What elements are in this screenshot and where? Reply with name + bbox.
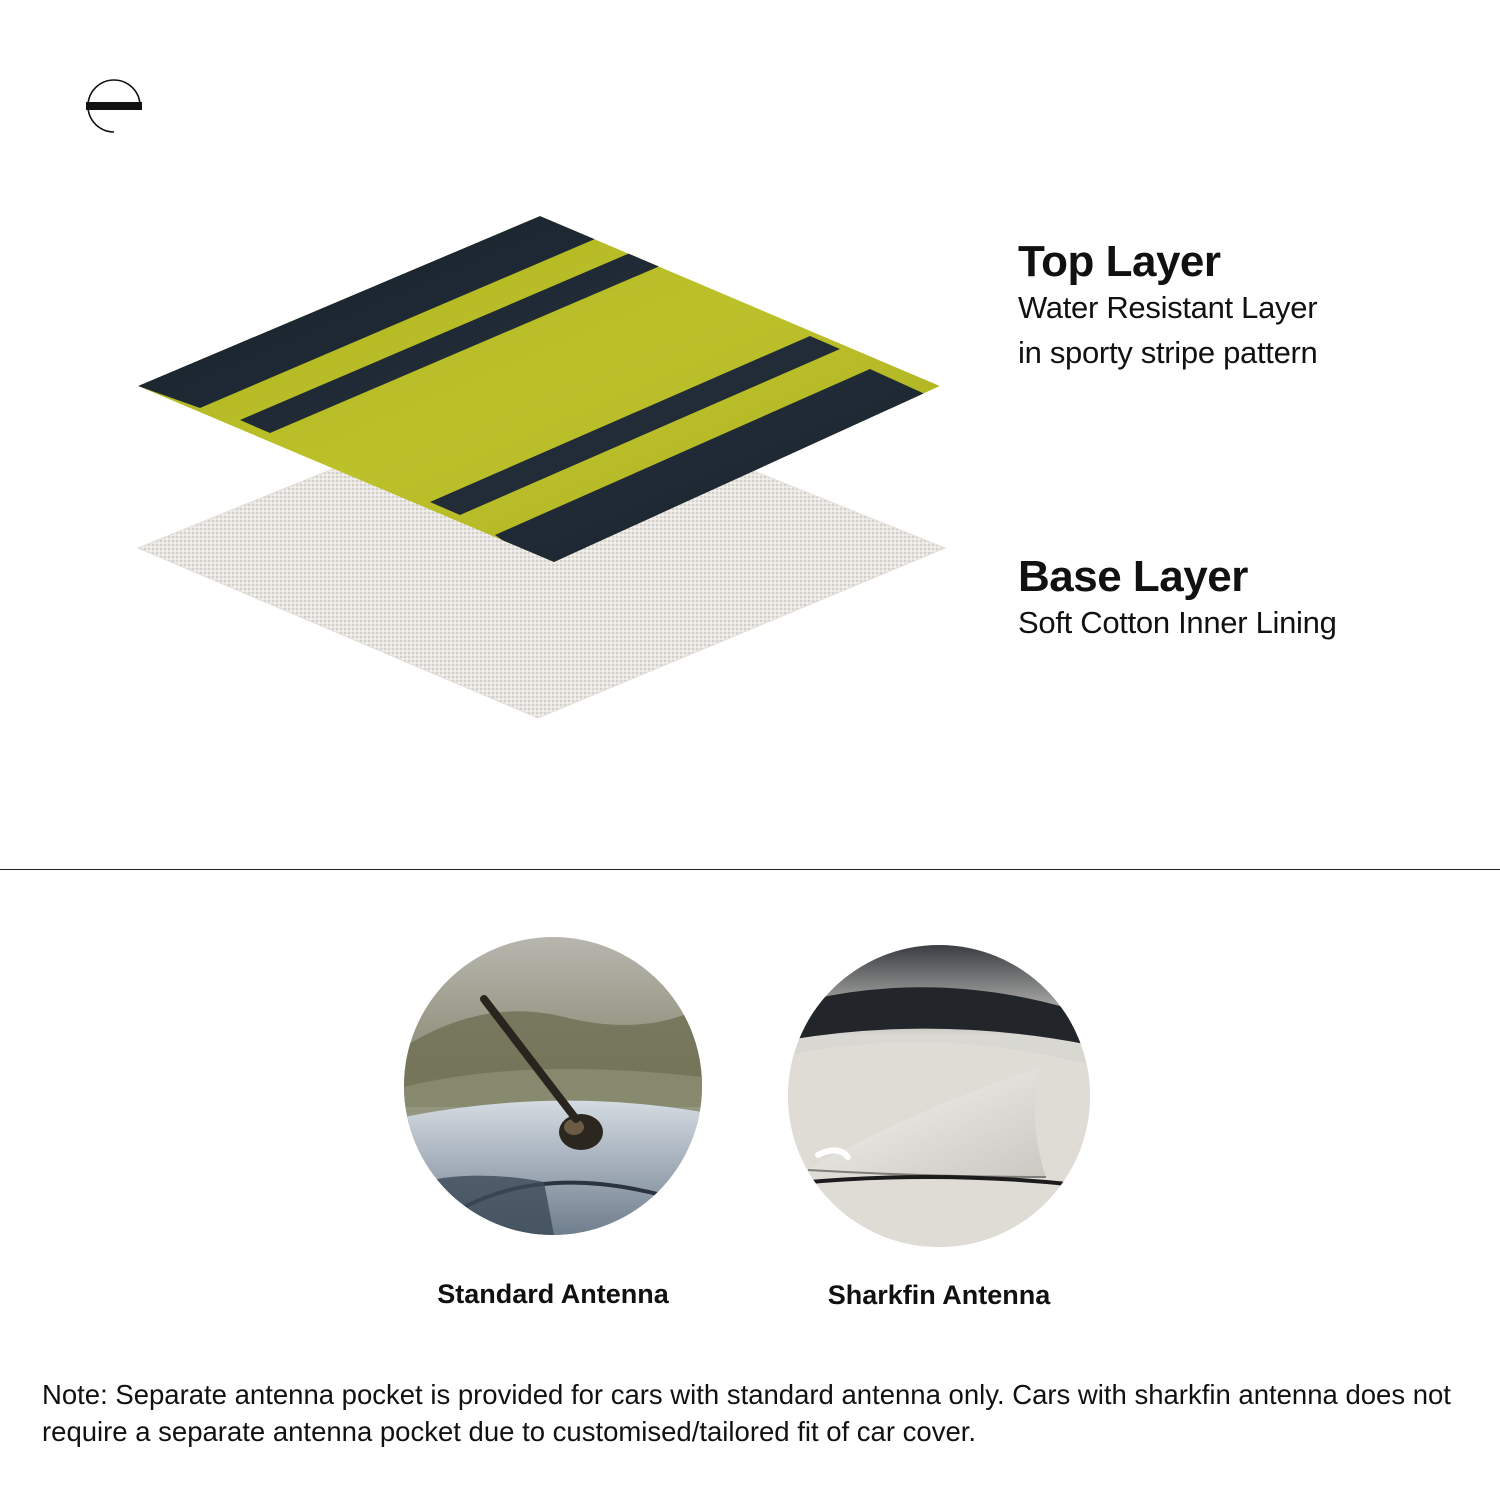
half-circle-logo-icon [84, 76, 146, 136]
top-layer-description-line1: Water Resistant Layer [1018, 290, 1318, 325]
sharkfin-antenna-label: Sharkfin Antenna [827, 1280, 1051, 1310]
top-layer-description [1018, 285, 1438, 375]
standard-antenna-photo [404, 937, 702, 1235]
antenna-pocket-note: Note: Separate antenna pocket is provided for cars with standard antenna only. Cars with sharkfin antenna does not require a separate antenna pocket due to customised/tailored fit of car cover. [42, 1379, 1451, 1447]
section-divider [0, 869, 1500, 870]
base-layer-title: Base Layer [1018, 552, 1248, 601]
top-layer-title: Top Layer [1018, 237, 1221, 286]
sharkfin-antenna-photo [788, 945, 1090, 1247]
top-layer-description-line2: in sporty stripe pattern [1018, 335, 1318, 370]
standard-antenna-label: Standard Antenna [437, 1279, 669, 1309]
fabric-layers-illustration [130, 205, 950, 730]
base-layer-description: Soft Cotton Inner Lining [1018, 605, 1337, 640]
